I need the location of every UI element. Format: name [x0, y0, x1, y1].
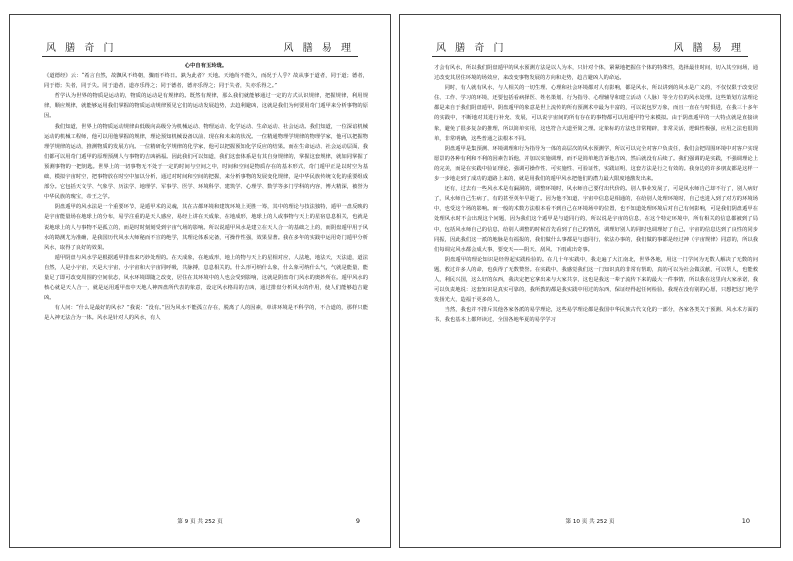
page-count-label: 第 10 页 共 252 页	[565, 519, 615, 525]
page-header	[46, 39, 354, 55]
paragraph: 心中自有玉玲珑。	[184, 63, 228, 69]
paragraph: 同时，有人就有风水，与人相关的一切生理、心理和社会环境都对人有影响，都是风水，所以讲到的风水是广义的，不仅仅限于改变居住、工作、学习的环境，还要包括看病择医、姓名策划、行为指导、心理辅导和建立活动（人脉）等全方位的风水处理。这些策划方法理论都是来自于我们阴盘遁甲。阴盘遁甲的象意是世上流传的所有预测术中最为丰富的，可以说包罗万象，而且一直在与时俱进，在我三十多年的实践中，不断地对其进行补充、发展，可以说宇宙间的所有存在的事物都可以用遁甲符号来模拟。由于阴盘遁甲的一大特点就是直接读象，避免了很多复杂的推理，所以简单实用，这也符合大道至简之理。定象标的方法也非常精辟，非常灵活，逻辑性极强，应用之法也很简单，非常明确，这些普通之法根本不同。	[434, 85, 758, 142]
header-right-title: 风 膳 易 理	[283, 43, 354, 54]
page-count-label: 第 9 页 共 252 页	[177, 519, 223, 525]
page-number: 9	[355, 517, 360, 525]
paragraph: 阴盘遁甲的风水法是一个重要环节，是遁甲术的灵魂，其在古都环境和建筑环境上更胜一筹，其中的理论与技法独特，遁甲一盘反映的是宇宙能量场在地球上的分布，易学注重的是天人感应，易经上讲在天成象，在地成形，地球上的人或事物与天上的星宿息息相关，也就是说地球上的人与事物不是孤立的，而是时时刻刻受到宇宙气场的影响。所以说遁甲风水是建立在天人合一的基础之上的，而阴盘遁甲用于风水的勘测尤为准确，是我国历代风水大师秘而不宣的绝学，其理论体系完备，可操作性强，效果显著。我在多年的实践中运用奇门遁甲分析风水，取得了良好的效果。	[44, 204, 368, 251]
page-body	[434, 63, 758, 511]
paragraph: 《道德经》云：“希言自然，故飘风不终朝，骤雨不终日。孰为此者？天地。天地尚不能久，而况于人乎？故从事于道者，同于道；德者，同于德；失者，同于失。同于道者，道亦乐得之；同于德者，德亦乐得之；同于失者，失亦乐得之。”	[44, 73, 368, 90]
header-left-title: 风 膳 奇 门	[46, 43, 117, 54]
paragraph: 我们知道，世界上的物质运动规律由低级向高级分为机械运动、物理运动、化学运动、生命运动、社会运动。我们知道，一位深谙机械运动的机械工程师，他可以用他掌握的规律，理论预知机械设备以前、现在和未来的状况。一位精通物理学规律的物理学家，他可以把握物理学规律的运动，推测物质的发展方向。一位精研化学规律的化学家，他可以把握预知化学反应的结果。而在生命运动、社会运动层面，我们都可以用奇门遁甲的原理预测人与事物的吉凶祸福。因此我们可以知道，我们这套体系是有其自身规律的，掌握这套规律，就如同掌握了预测事物的一把钥匙。世界上的一切事物无不处于一定的时间与空间之中，时间和空间是物质存在的基本形式，奇门遁甲正是以时空为基础，模拟宇宙时空，把事物放在时空中加以分析，通过对时间和空间的把握，来分析事物的发展变化规律，是中华民族传统文化的重要组成部分。它包括天文学、气象学、历法学、地理学、军事学、医学、环境科学、建筑学、心理学、数学等多门学科的内容，博大精深，被誉为中华民族的瑰宝，帝王之学。	[44, 123, 368, 201]
header-rule	[432, 56, 748, 57]
paragraph: 哲学认为世界的物质是运动的，物质的运动是有规律的。既然有规律，那么我们就能够通过一定的方式认识规律，把握规律，利用规律，顺应规律，就能够运用我们掌握的物质运动规律预见它们的运动发展趋势，去趋利避凶，这就是我们为何要用奇门遁甲来分析事物的原因。	[44, 93, 368, 120]
document-page-right	[399, 14, 781, 548]
document-page-left	[9, 14, 391, 548]
page-body	[44, 61, 368, 495]
paragraph: 还有，过去有一些风水术是有漏洞的，调整环境时，风水师自己要付出代价的。别人事业发展了，可是风水师自己却不行了，别人病好了，风水师自己生病了，有的甚至英年早逝了。因为他不知道，宇宙中信息是相通的，在给别人处理环境时，自己也进入到了对方的环境场中，也受这个场的影响。而一般的术数方法根本看不到自己在环境场中的位置，也不知道处理环境后对自己有何影响，可是我们阴盘遁甲在处理风水时不会出现这个问题，因为我们这个遁甲是与道同行的，所以说是宇宙的信息，在这个特定环境中，所有相关的信息都被到了局中，包括风水师自己的信息，给别人调整的时候首先看到了自己的情况，调理好别人的同时也调理好了自己，宇宙的信息达到了良性的同步同振，因此我们这一派的地脉是有福报的，我们做什么事都是与道同行，依法办事的，我们做的事都是经过神（宇宙规律）同意的，所以我们每调完风水都会成大事，要变天——阴天、刮风、下雨或出奇事。	[434, 186, 758, 253]
paragraph: 才会有风水，所以我们阴盘遁甲的风水预测方法是以人为本，只针对个体，紧紧地把握住个体的特殊性，选择最佳时间，切入其空间场，通过改变其居住环境的场效应，来改变事物发展的方向和走势，趋吉避凶人的命运。	[434, 65, 758, 82]
paragraph: 有人问：“什么是最好的风水？”我说：“没有。”因为风水不能孤立存在，脱离了人的因素，单讲环境是不科学的，不合道的，那样只能是入神无法合为一体。风水是针对人的风水，有人	[44, 305, 368, 322]
header-right-title: 风 膳 易 理	[673, 43, 744, 54]
paragraph: 阴盘遁甲是集预测、环境调理和行为指导为一体的高层次的风水预测学，所以可以完全对客户负责任，我们会把周围环境中对客户实现愿景的各种有利和不利的因素告诉他，并加以实施调理，而不是简单地告诉他吉凶，然后就没有后续了。我们强调的是实践，不强调理论上的完美，而是在实践中验证理论，强调可操作性、可实施性、可验证性，实践证明，这套方法是行之有效的。我身边的许多朋友都是这样一步一步地走到了成功的道路上来的，就是用我们的遁甲风水把他们的潜力最大限度地激发出来。	[434, 145, 758, 183]
header-left-title: 风 膳 奇 门	[436, 43, 507, 54]
page-header	[436, 39, 744, 55]
paragraph: 阴盘遁甲的理论知识是经得起实践检验的。在几十年实践中，我走遍了大江南北，世界各地，用这一门学问为无数人解决了无数的问题，救过许多人的命，也获得了无数赞誉。在实践中，我感觉我们这一门知识真的非常有帮助，真的可以为社会做贡献，可以帮人，也能救人，利民兴国，这么好的东西，我决定把它拿出来与大家共享，这也是我这一辈子流传下来的最大一件事情，所以我在这里向大家承诺，我可以负责地说：这套知识是真实可靠的，我所教的都是我实践中用过的东西，保证经得起任何检验。我现在没有别的心愿，只想把这门绝学发扬光大，造福于更多的人。	[434, 256, 758, 304]
header-rule	[42, 56, 358, 57]
paragraph: 当然，我也并不排斥其他各家各派的易学理论，这些易学理论都是我国中华民族古代文化的一部分，各家各类关于预测、风水术方面的书，我也基本上都拜读过，全国各地华夏的易学学习	[434, 307, 758, 324]
paragraph: 遁甲阴盘与风水学是根据遁甲排盘来巧妙处理的。在天成象，在地成形，地上的物与天上的星相对应，人法地，地法天，天法道，道法自然，人是小宇宙，天是大宇宙，小宇宙和大宇宙同呼吸，共脉搏，息息相关的。什么形可纳什么象，什么象可纳什么气，气就是能量，能量足了即可改变周围的空间状态，风水环境即随之改变，居住在其环境中的人也会受到影响，这就是阴盘奇门风水的奥妙所在。遁甲风水的核心就是天人合一，就是运用遁甲盘中天地人神四盘所代表的象意，设定风水格局的吉凶，通过排盘分析风水的作用，使人们能够趋吉避凶。	[44, 254, 368, 302]
page-number: 10	[741, 517, 750, 525]
